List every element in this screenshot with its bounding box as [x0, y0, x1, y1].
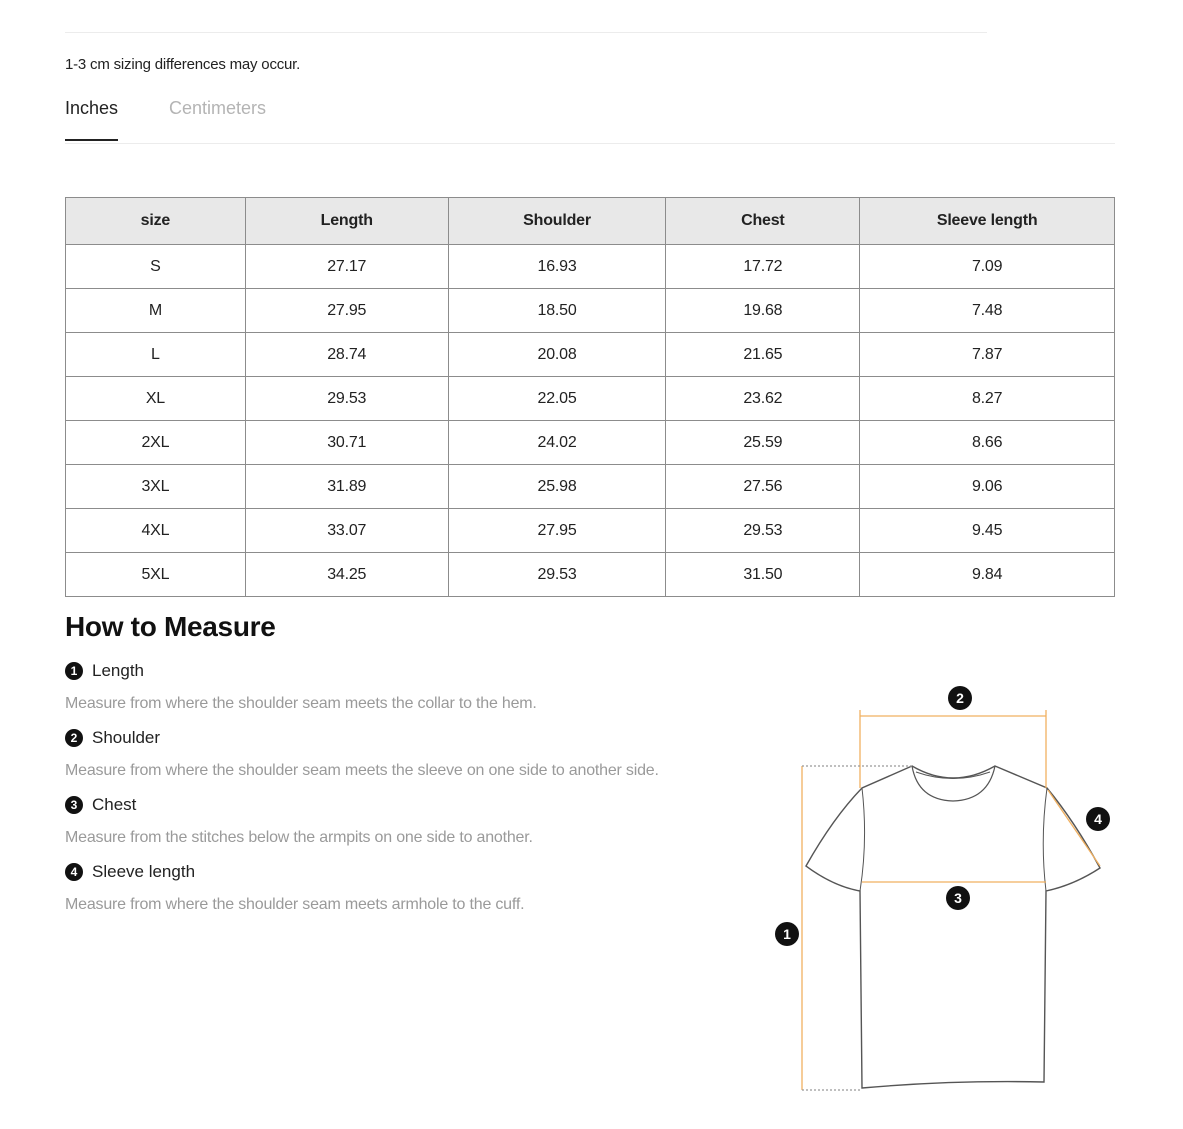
- cell-length: 28.74: [245, 333, 448, 377]
- step-chest: [65, 795, 533, 847]
- cell-shoulder: 16.93: [448, 245, 666, 289]
- tab-inches[interactable]: Inches: [65, 98, 118, 141]
- cell-size: S: [66, 245, 246, 289]
- cell-length: 30.71: [245, 421, 448, 465]
- table-row: [66, 245, 1115, 289]
- step-length: [65, 661, 537, 713]
- cell-chest: 27.56: [666, 465, 860, 509]
- cell-sleeve-length: 7.09: [860, 245, 1115, 289]
- cell-size: 5XL: [66, 553, 246, 597]
- step-description: Measure from where the shoulder seam meets armhole to the cuff.: [65, 896, 525, 913]
- step-description: Measure from where the shoulder seam meets the collar to the hem.: [65, 695, 537, 712]
- table-row: [66, 465, 1115, 509]
- how-to-measure-title: How to Measure: [65, 611, 276, 642]
- cell-sleeve-length: 8.27: [860, 377, 1115, 421]
- cell-size: M: [66, 289, 246, 333]
- tshirt-outline: [806, 766, 1100, 1088]
- unit-tabs: [65, 98, 1115, 144]
- cell-size: XL: [66, 377, 246, 421]
- cell-length: 29.53: [245, 377, 448, 421]
- cell-size: L: [66, 333, 246, 377]
- cell-chest: 17.72: [666, 245, 860, 289]
- table-row: [66, 289, 1115, 333]
- cell-length: 34.25: [245, 553, 448, 597]
- cell-size: 2XL: [66, 421, 246, 465]
- marker-label: 3: [954, 890, 962, 906]
- cell-chest: 31.50: [666, 553, 860, 597]
- cell-sleeve-length: 9.45: [860, 509, 1115, 553]
- table-row: [66, 509, 1115, 553]
- cell-length: 31.89: [245, 465, 448, 509]
- marker-label: 2: [956, 690, 964, 706]
- step-shoulder: [65, 728, 659, 780]
- cell-sleeve-length: 9.84: [860, 553, 1115, 597]
- table-row: [66, 553, 1115, 597]
- table-header-row: [66, 198, 1115, 245]
- header-length: Length: [245, 198, 448, 245]
- table-row: [66, 421, 1115, 465]
- marker-label: 4: [1094, 811, 1102, 827]
- cell-sleeve-length: 9.06: [860, 465, 1115, 509]
- cell-chest: 25.59: [666, 421, 860, 465]
- cell-chest: 19.68: [666, 289, 860, 333]
- step-number-badge: 1: [65, 662, 83, 680]
- sizing-notice: 1-3 cm sizing differences may occur.: [65, 56, 301, 73]
- cell-sleeve-length: 7.48: [860, 289, 1115, 333]
- table-row: [66, 377, 1115, 421]
- marker-4-badge: [1086, 807, 1110, 831]
- cell-shoulder: 27.95: [448, 509, 666, 553]
- top-divider: [65, 32, 987, 33]
- step-label: Length: [92, 661, 144, 680]
- header-shoulder: Shoulder: [448, 198, 666, 245]
- cell-shoulder: 20.08: [448, 333, 666, 377]
- cell-shoulder: 29.53: [448, 553, 666, 597]
- marker-3-badge: [946, 886, 970, 910]
- step-description: Measure from where the shoulder seam meets the sleeve on one side to another side.: [65, 762, 659, 779]
- header-size: size: [66, 198, 246, 245]
- step-number-badge: 4: [65, 863, 83, 881]
- cell-size: 3XL: [66, 465, 246, 509]
- cell-shoulder: 24.02: [448, 421, 666, 465]
- cell-size: 4XL: [66, 509, 246, 553]
- step-number-badge: 3: [65, 796, 83, 814]
- cell-shoulder: 18.50: [448, 289, 666, 333]
- header-sleeve-length: Sleeve length: [860, 198, 1115, 245]
- cell-length: 33.07: [245, 509, 448, 553]
- cell-shoulder: 25.98: [448, 465, 666, 509]
- step-description: Measure from the stitches below the armpits on one side to another.: [65, 829, 533, 846]
- cell-length: 27.17: [245, 245, 448, 289]
- step-label: Sleeve length: [92, 862, 196, 881]
- step-label: Shoulder: [92, 728, 161, 747]
- cell-shoulder: 22.05: [448, 377, 666, 421]
- cell-chest: 29.53: [666, 509, 860, 553]
- step-label: Chest: [92, 795, 137, 814]
- cell-sleeve-length: 8.66: [860, 421, 1115, 465]
- marker-2-badge: [948, 686, 972, 710]
- marker-1-badge: [775, 922, 799, 946]
- cell-sleeve-length: 7.87: [860, 333, 1115, 377]
- tshirt-measurement-diagram: [765, 675, 1125, 1105]
- marker-label: 1: [783, 926, 791, 942]
- cell-chest: 21.65: [666, 333, 860, 377]
- cell-chest: 23.62: [666, 377, 860, 421]
- table-row: [66, 333, 1115, 377]
- tab-centimeters[interactable]: Centimeters: [169, 98, 267, 118]
- header-chest: Chest: [666, 198, 860, 245]
- step-sleeve-length: [65, 862, 524, 914]
- cell-length: 27.95: [245, 289, 448, 333]
- step-number-badge: 2: [65, 729, 83, 747]
- size-chart-table: [65, 197, 1115, 597]
